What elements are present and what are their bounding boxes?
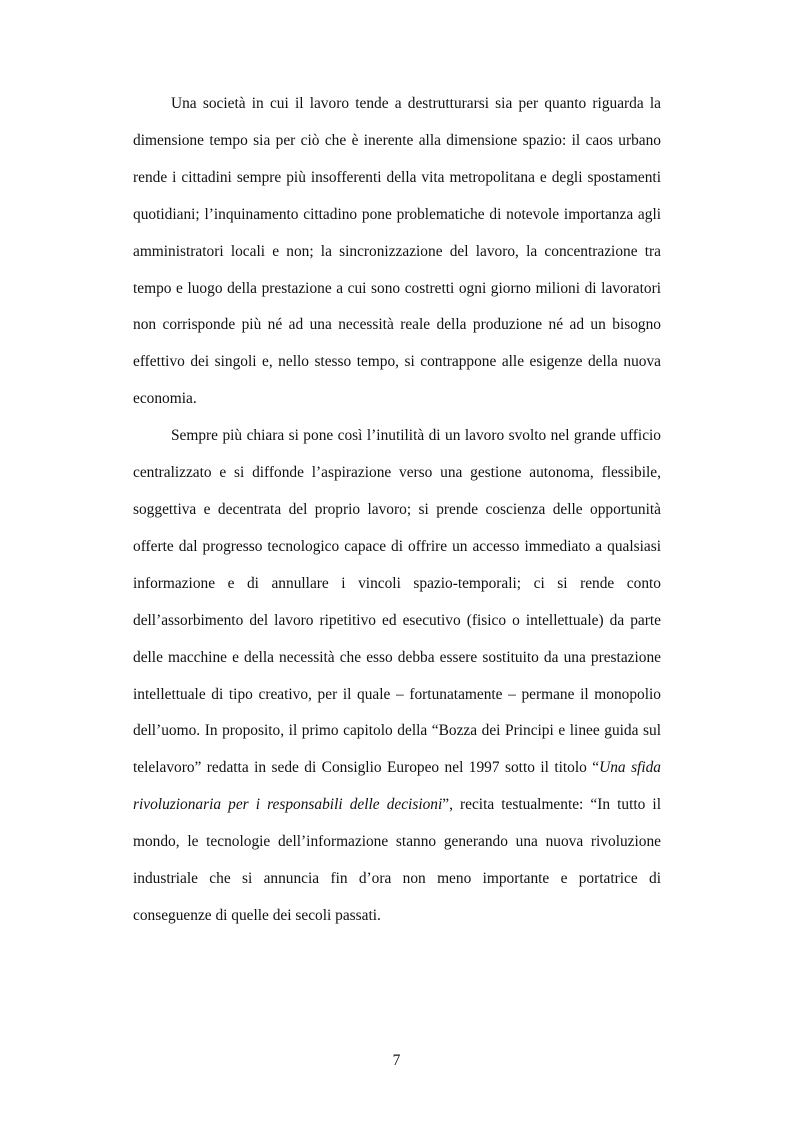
paragraph-2: [133, 418, 661, 935]
paragraph-2-part-2: ”, recita testualmente: “In tutto il mondo, le tecnologie dell’informazione stanno generando una nuova rivoluzione industriale che si annuncia fin d’ora non meno importante e portatrice di conseguenze di quelle dei secoli passati.: [133, 796, 661, 924]
body-text: [133, 86, 661, 935]
paragraph-2-italic-title: Una sfida rivoluzionaria per i responsabili delle decisioni: [133, 759, 661, 814]
page-number: 7: [392, 1052, 401, 1069]
paragraph-2-part-1: Sempre più chiara si pone così l’inutilità di un lavoro svolto nel grande ufficio centralizzato e si diffonde l’aspirazione verso una gestione autonoma, flessibile, soggettiva e decentrata del proprio lavoro; si prende coscienza delle opportunità offerte dal progresso tecnologico capace di offrire un accesso immediato a qualsiasi informazione e di annullare i vincoli spazio-temporali; ci si rende conto dell’assorbimento del lavoro ripetitivo ed esecutivo (fisico o intellettuale) da parte delle macchine e della necessità che esso debba essere sostituito da una prestazione intellettuale di tipo creativo, per il quale – fortunatamente – permane il monopolio dell’uomo. In proposito, il primo capitolo della “Bozza dei Principi e linee guida sul telelavoro” redatta in sede di Consiglio Europeo nel 1997 sotto il titolo “: [133, 427, 661, 777]
paragraph-1: Una società in cui il lavoro tende a destrutturarsi sia per quanto riguarda la dimensione tempo sia per ciò che è inerente alla dimensione spazio: il caos urbano rende i cittadini sempre più insofferenti della vita metropolitana e degli spostamenti quotidiani; l’inquinamento cittadino pone problematiche di notevole importanza agli amministratori locali e non; la sincronizzazione del lavoro, la concentrazione tra tempo e luogo della prestazione a cui sono costretti ogni giorno milioni di lavoratori non corrisponde più né ad una necessità reale della produzione né ad un bisogno effettivo dei singoli e, nello stesso tempo, si contrappone alle esigenze della nuova economia.: [133, 95, 661, 408]
